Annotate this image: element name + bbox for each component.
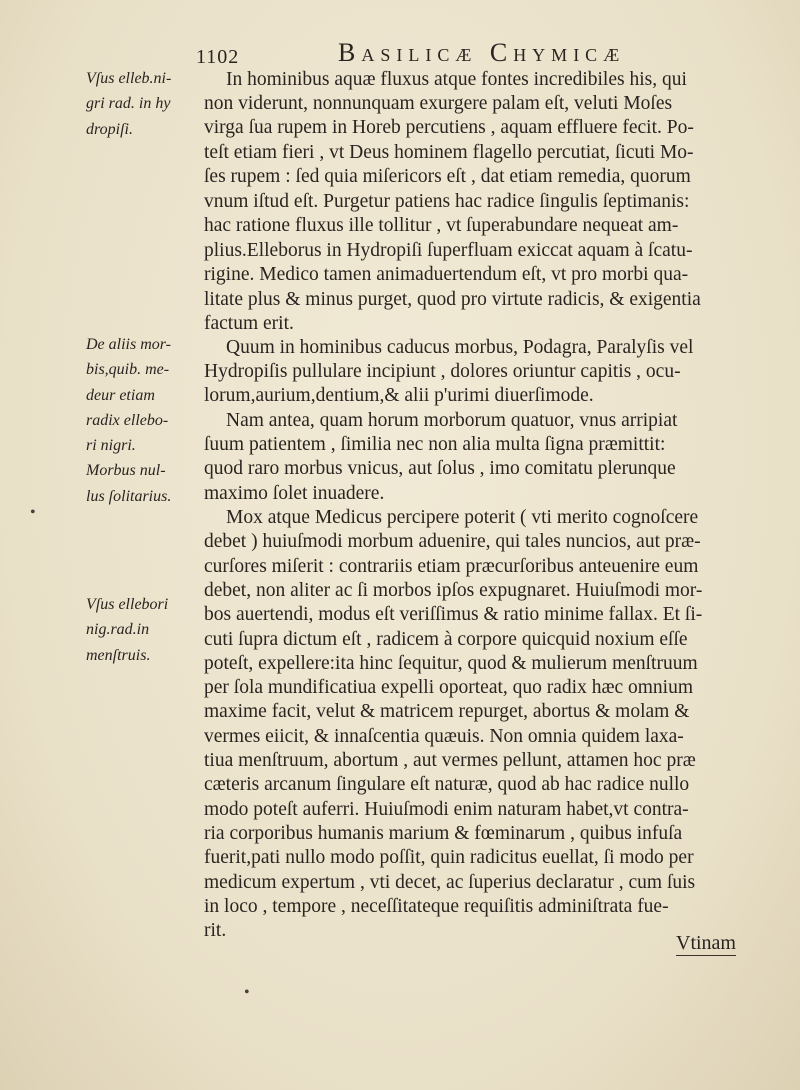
text-line: plius.Elleborus in Hydropiſi ſuperfluam exiccat aquam à ſcatu-	[204, 240, 693, 261]
marginal-line: lus ſolitarius.	[86, 487, 172, 505]
marginal-line: deur etiam	[86, 386, 155, 404]
text-line: debet ) huiuſmodi morbum aduenire, qui tales nuncios, aut præ-	[204, 531, 701, 552]
text-line: maximo ſolet inuadere.	[204, 483, 385, 504]
text-line: litate plus & minus purget, quod pro virtute radicis, & exigentia	[204, 289, 701, 310]
text-line: ſuum patientem , ſimilia nec non alia multa ſigna præmittit:	[204, 434, 666, 455]
text-line: cuti ſupra dictum eſt , radicem à corpore quicquid noxium eſſe	[204, 629, 688, 650]
marginal-line: De aliis mor-	[86, 336, 172, 353]
ink-speck: •	[244, 984, 250, 1001]
text-line: bos auertendi, modus eſt veriſſimus & ratio minime fallax. Et ſi-	[204, 604, 703, 625]
text-line: in loco , tempore , neceſſitateque requiſitis adminiſtrata fue-	[204, 896, 669, 917]
text-line: debet, non aliter ac ſi morbos ipſos expugnaret. Huiuſmodi mor-	[204, 580, 703, 601]
text-line: Quum in hominibus caducus morbus, Podagra, Paralyſis vel	[226, 337, 694, 358]
catchword: Vtinam	[676, 932, 736, 954]
marginal-line: ri nigri.	[86, 437, 136, 455]
text-line: ſes rupem : ſed quia miſericors eſt , dat etiam remedia, quorum	[204, 166, 691, 187]
text-line: Mox atque Medicus percipere poterit ( vti merito cognoſcere	[226, 507, 699, 528]
marginal-note-2	[86, 332, 206, 509]
text-line: factum erit.	[204, 313, 294, 334]
marginal-line: Vſus elleb.ni-	[86, 70, 172, 87]
text-line: quod raro morbus vnicus, aut ſolus , imo comitatu plerunque	[204, 458, 676, 479]
text-line: lorum,aurium,dentium,& alii p'urimi diuerſimode.	[204, 385, 594, 406]
text-line: maxime facit, velut & matricem repurget, abortus & molam &	[204, 701, 690, 722]
text-line: Hydropiſis pullulare incipiunt , dolores oriuntur capitis , ocu-	[204, 361, 681, 382]
text-line: medicum expertum , vti decet, ac ſuperius declaratur , cum ſuis	[204, 872, 696, 893]
text-line: non viderunt, nonnunquam exurgere palam eſt, veluti Moſes	[204, 93, 673, 114]
running-head: Basilicæ Chymicæ	[338, 38, 626, 67]
text-line: ria corporibus humanis marium & fœminarum , quibus infuſa	[204, 823, 683, 844]
text-line: cæteris arcanum ſingulare eſt naturæ, quod ab hac radice nullo	[204, 774, 690, 795]
text-line: rigine. Medico tamen animaduertendum eſt, vt pro morbi qua-	[204, 264, 689, 285]
marginal-line: gri rad. in hy	[86, 95, 171, 113]
marginal-line: bis,quib. me-	[86, 361, 170, 379]
text-line: vermes eiicit, & innaſcentia quæuis. Non omnia quidem laxa-	[204, 726, 684, 747]
text-line: tiua menſtruum, abortum , aut vermes pellunt, attamen hoc præ	[204, 750, 696, 771]
text-line: In hominibus aquæ fluxus atque fontes incredibiles his, qui	[226, 69, 687, 90]
text-line: rit.	[204, 920, 227, 941]
page-number: 1102	[196, 46, 240, 68]
marginal-note-3	[86, 592, 206, 668]
text-line: vnum iſtud eſt. Purgetur patiens hac radice ſingulis ſeptimanis:	[204, 191, 690, 212]
text-line: virga ſua rupem in Horeb percutiens , aquam effluere fecit. Po-	[204, 117, 694, 138]
text-line: poteſt, expellere:ita hinc ſequitur, quod & mulierum menſtruum	[204, 653, 698, 674]
marginal-note-1	[86, 66, 206, 142]
text-line: teſt etiam fieri , vt Deus hominem flagello percutiat, ſicuti Mo-	[204, 142, 694, 163]
marginal-line: Vſus ellebori	[86, 596, 169, 613]
marginal-line: dropiſi.	[86, 120, 133, 138]
marginal-line: radix ellebo-	[86, 411, 169, 429]
marginal-line: menſtruis.	[86, 646, 151, 664]
text-line: modo poteſt auferri. Huiuſmodi enim naturam habet,vt contra-	[204, 799, 689, 820]
text-line: fuerit,pati nullo modo poſſit, quin radicitus euellat, ſi modo per	[204, 847, 694, 868]
text-line: Nam antea, quam horum morborum quatuor, vnus arripiat	[226, 410, 678, 431]
ink-speck: •	[30, 504, 36, 521]
marginal-line: Morbus nul-	[86, 462, 166, 480]
text-line: curſores miſerit : contrariis etiam præcurſoribus anteuenire eum	[204, 556, 699, 577]
marginal-line: nig.rad.in	[86, 621, 150, 639]
text-line: per ſola mundificatiua expelli oporteat, quo radix hæc omnium	[204, 677, 693, 698]
text-line: hac ratione fluxus ille tollitur , vt ſuperabundare nequeat am-	[204, 215, 679, 236]
